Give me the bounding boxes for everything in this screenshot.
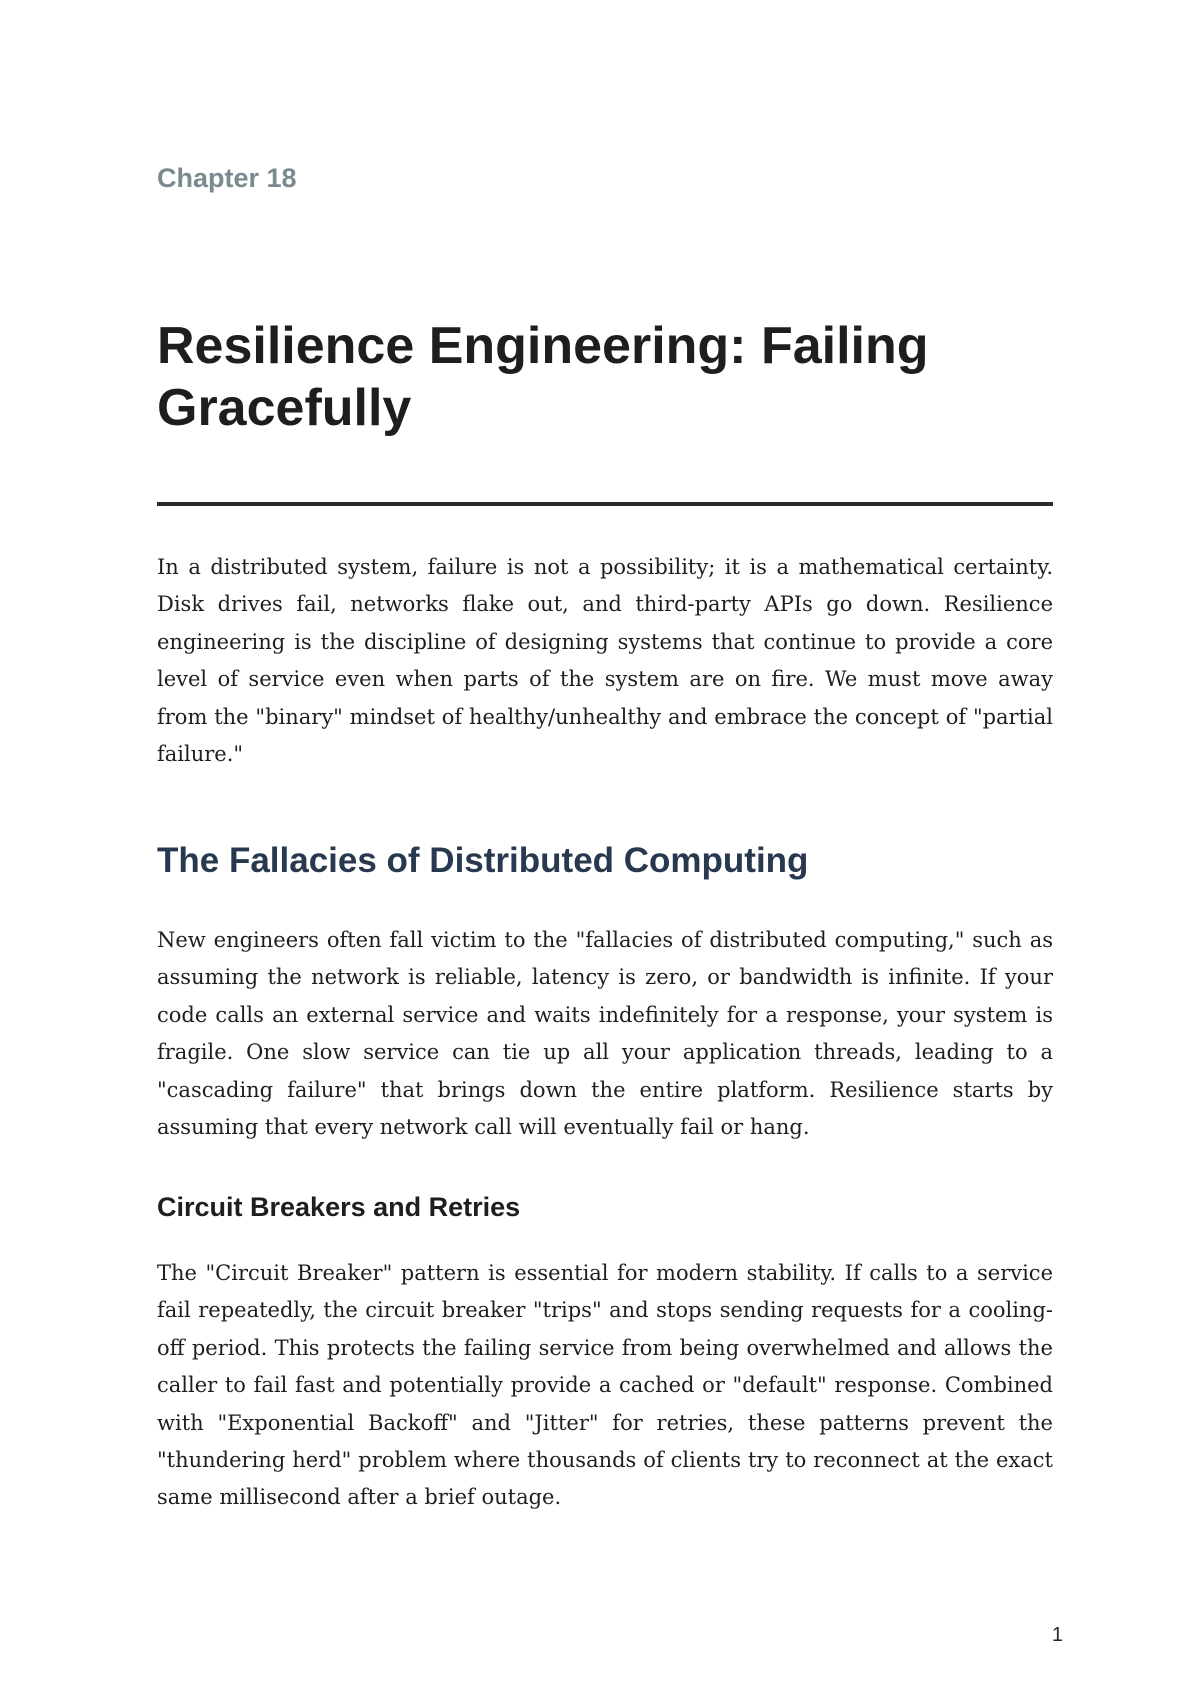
- title-divider: [157, 502, 1053, 506]
- subsection-heading-circuit-breakers: Circuit Breakers and Retries: [157, 1192, 521, 1222]
- subsection-paragraph-circuit-breakers: The "Circuit Breaker" pattern is essential for modern stability. If calls to a service fail repeatedly, the circuit breaker "trips" and stops sending requests for a cooling-off period. This protects the failing service from being overwhelmed and allows the caller to fail fast and potentially provide a cached or "default" response. Combined with "Exponential Backoff" and "Jitter" for retries, these patterns prevent the "thundering herd" problem where thousands of clients try to reconnect at the exact same millisecond after a brief outage.: [157, 1261, 1053, 1510]
- section-heading-fallacies: The Fallacies of Distributed Computing: [157, 841, 809, 880]
- section-paragraph-fallacies: New engineers often fall victim to the "fallacies of distributed computing," such as assuming the network is reliable, latency is zero, or bandwidth is infinite. If your code calls an external service and waits indefinitely for a response, your system is fragile. One slow service can tie up all your application threads, leading to a "cascading failure" that brings down the entire platform. Resilience starts by assuming that every network call will eventually fail or hang.: [157, 928, 1053, 1140]
- chapter-label: Chapter 18: [157, 163, 297, 193]
- intro-paragraph: In a distributed system, failure is not a possibility; it is a mathematical certainty. Disk drives fail, networks flake out, and third-party APIs go down. Resilience engineering is the discipline of designing systems that continue to provide a core level of service even when parts of the system are on fire. We must move away from the "binary" mindset of healthy/unhealthy and embrace the concept of "partial failure.": [157, 555, 1053, 767]
- page-number: 1: [1051, 1624, 1063, 1646]
- chapter-title: Resilience Engineering: Failing Gracefully: [157, 317, 929, 437]
